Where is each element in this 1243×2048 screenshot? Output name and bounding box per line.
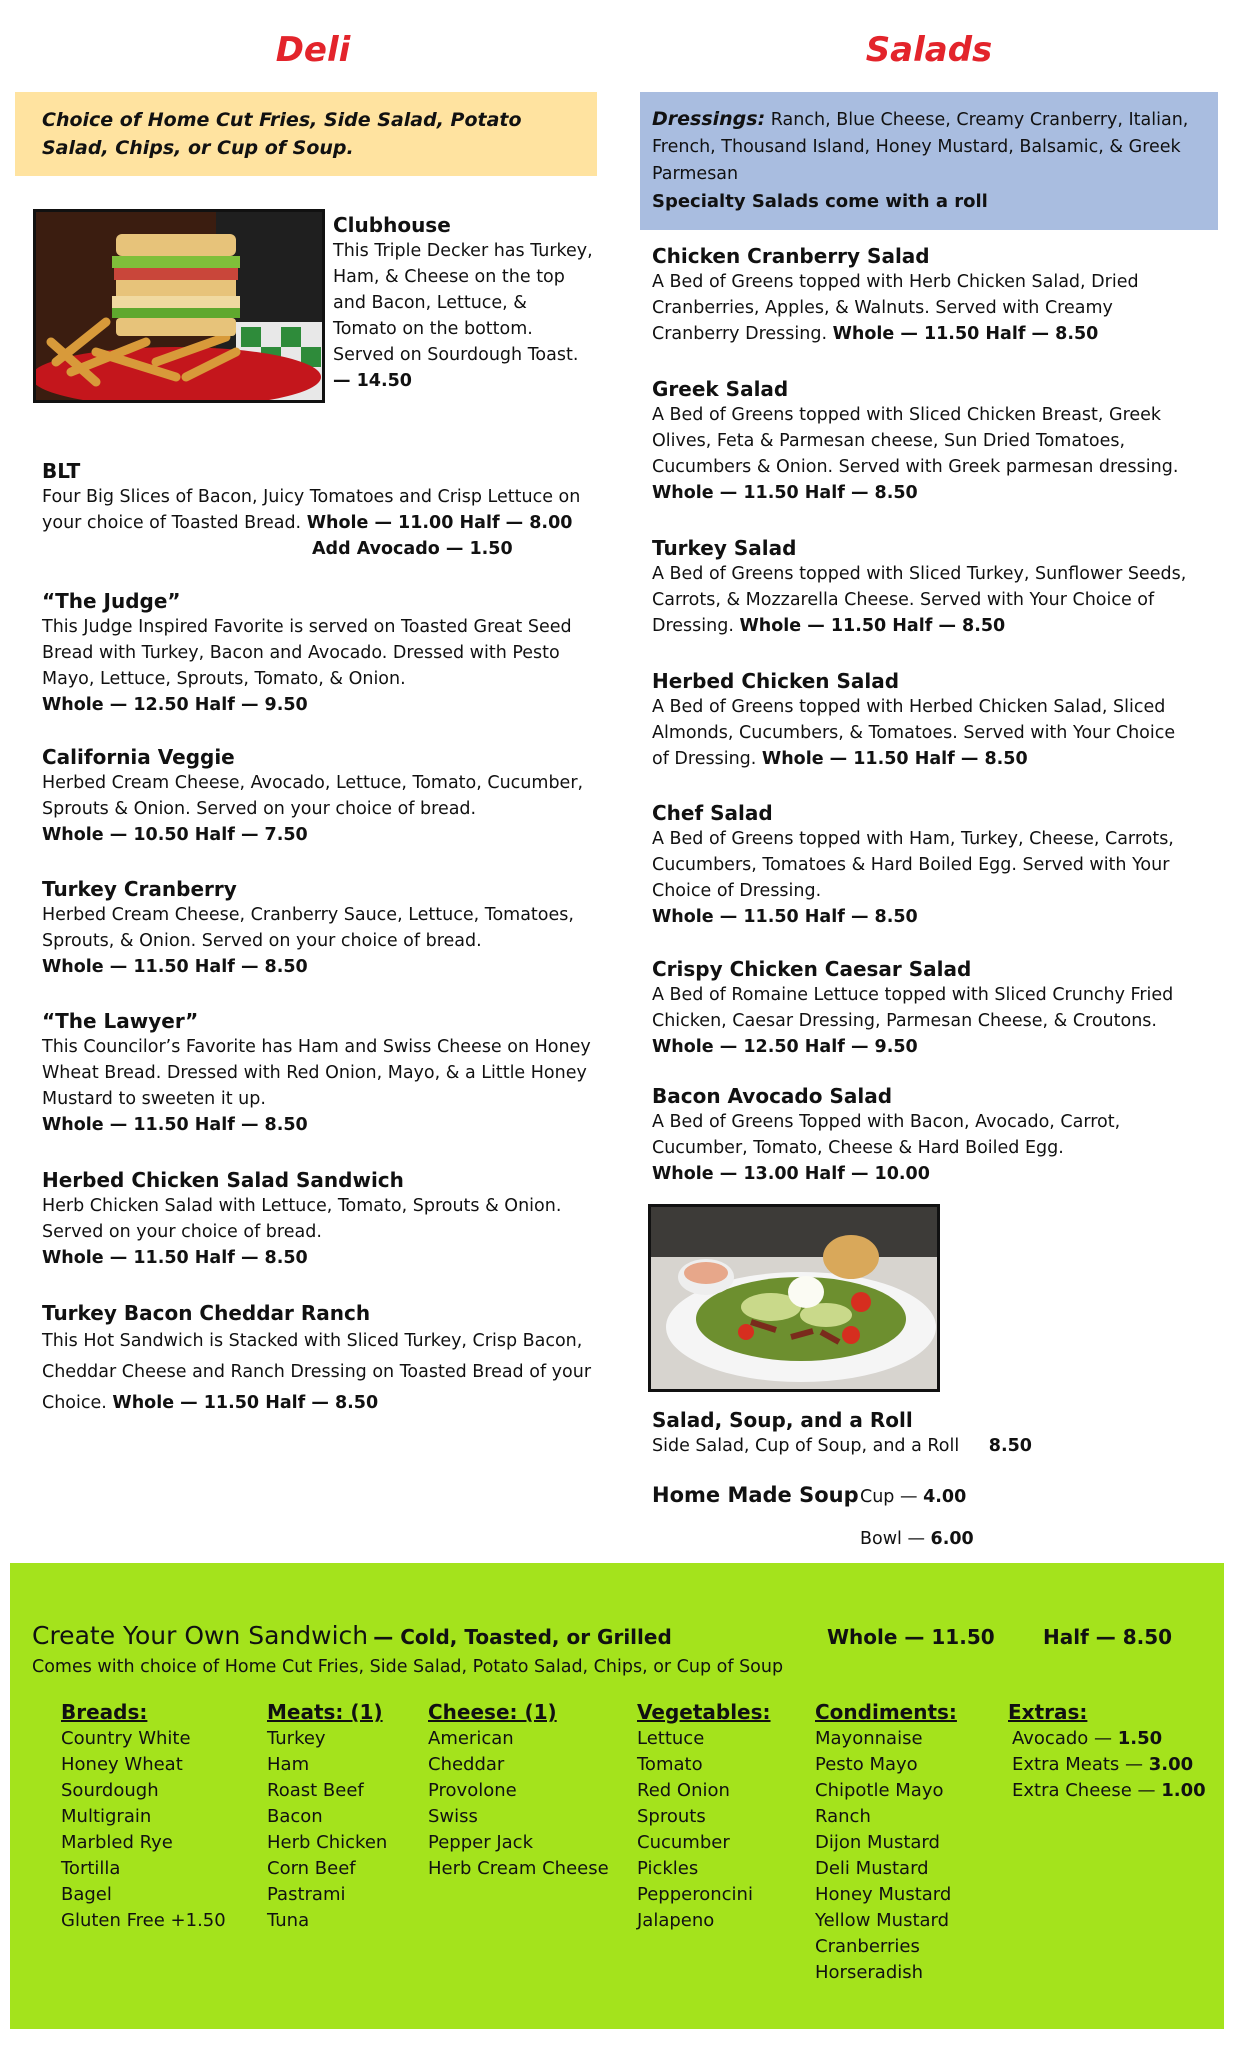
clubhouse-sandwich-photo	[33, 209, 325, 403]
turkey-bacon-cheddar-ranch-item	[42, 1300, 602, 1419]
item-description: Herbed Cream Cheese, Avocado, Lettuce, Tomato, Cucumber, Sprouts & Onion. Served on your choice of bread.	[42, 773, 584, 819]
soup-cup-label: Cup —	[860, 1487, 918, 1507]
item-name: Clubhouse	[333, 213, 451, 237]
list-item: Jalapeno	[637, 1910, 715, 1931]
item-description-text: Four Big Slices of Bacon, Juicy Tomatoes and Crisp Lettuce on your choice of Toasted Bread.	[42, 487, 581, 533]
list-item: Honey Mustard	[815, 1884, 952, 1905]
deli-sides-note: Choice of Home Cut Fries, Side Salad, Potato Salad, Chips, or Cup of Soup.	[42, 109, 522, 159]
breads-column	[61, 1699, 226, 1934]
item-price: Whole — 11.00 Half — 8.00	[306, 513, 573, 533]
column-list	[1008, 1726, 1206, 1804]
meats-column	[267, 1699, 387, 1934]
herbed-chicken-sandwich-item	[42, 1167, 602, 1271]
item-description-text: A Bed of Greens topped with Sliced Turkey, Sunflower Seeds, Carrots, & Mozzarella Cheese. Served with Your Choice of Dressing.	[652, 564, 1187, 636]
item-name: Herbed Chicken Salad	[652, 669, 900, 693]
salad-item	[652, 535, 1192, 639]
extra-price: 3.00	[1148, 1754, 1194, 1775]
item-name: Salad, Soup, and a Roll	[652, 1408, 913, 1432]
column-title: Meats: (1)	[267, 1700, 383, 1724]
column-title: Condiments:	[815, 1700, 957, 1724]
list-item: Cucumber	[637, 1832, 730, 1853]
item-name: “The Lawyer”	[42, 1009, 199, 1033]
item-description-text: A Bed of Greens topped with Herbed Chicken Salad, Sliced Almonds, Cucumbers, & Tomatoes. Served with Your Choice of Dressing.	[652, 697, 1176, 769]
dressings-text	[652, 106, 1208, 188]
item-description: This Councilor’s Favorite has Ham and Swiss Cheese on Honey Wheat Bread. Dressed with Red Onion, Mayo, & a Little Honey Mustard to sweeten it up.	[42, 1037, 591, 1109]
salad-item	[652, 668, 1192, 772]
item-price: Whole — 11.50 Half — 8.50	[112, 1393, 379, 1413]
salad-soup-roll-item	[652, 1407, 1192, 1459]
list-item: Ranch	[815, 1806, 871, 1827]
item-description: A Bed of Greens Topped with Bacon, Avocado, Carrot, Cucumber, Tomato, Cheese & Hard Boiled Egg.	[652, 1112, 1121, 1158]
salad-item	[652, 956, 1192, 1060]
salad-item	[652, 800, 1192, 930]
list-item: Pepperoncini	[637, 1884, 753, 1905]
item-description	[42, 1326, 602, 1419]
item-description	[652, 694, 1192, 772]
item-description	[652, 561, 1192, 639]
item-price: — 14.50	[333, 371, 412, 391]
list-item: Cheddar	[428, 1754, 505, 1775]
extra-price: 1.50	[1117, 1728, 1163, 1749]
dressings-list: Ranch, Blue Cheese, Creamy Cranberry, Italian, French, Thousand Island, Honey Mustard, Balsamic, & Greek Parmesan	[652, 110, 1189, 184]
list-item	[1012, 1752, 1206, 1778]
item-description	[652, 269, 1192, 347]
item-description: This Triple Decker has Turkey, Ham, & Cheese on the top and Bacon, Lettuce, & Tomato on the bottom. Served on Sourdough Toast.	[333, 241, 593, 365]
item-name: Chef Salad	[652, 801, 773, 825]
list-item: Tuna	[267, 1910, 310, 1931]
list-item: Turkey	[267, 1728, 326, 1749]
item-price: Whole — 11.50 Half — 8.50	[761, 749, 1028, 769]
list-item: Dijon Mustard	[815, 1832, 940, 1853]
deli-heading: Deli	[275, 30, 351, 70]
list-item: Tomato	[637, 1754, 703, 1775]
list-item: Herb Cream Cheese	[428, 1858, 609, 1879]
specialty-note: Specialty Salads come with a roll	[652, 191, 988, 212]
item-description: This Judge Inspired Favorite is served on Toasted Great Seed Bread with Turkey, Bacon and Avocado. Dressed with Pesto Mayo, Lettuce, Sprouts, Tomato, & Onion.	[42, 617, 572, 689]
item-name: Chicken Cranberry Salad	[652, 244, 930, 268]
list-item: Ham	[267, 1754, 310, 1775]
list-item: Chipotle Mayo	[815, 1780, 944, 1801]
item-name: “The Judge”	[42, 589, 181, 613]
column-list	[61, 1726, 226, 1934]
list-item: Cranberries	[815, 1936, 920, 1957]
item-price: Whole — 12.50 Half — 9.50	[42, 695, 308, 715]
cyo-title-line	[32, 1621, 672, 1650]
item-name: California Veggie	[42, 745, 235, 769]
cyo-subtitle: — Cold, Toasted, or Grilled	[373, 1625, 672, 1649]
item-description: A Bed of Romaine Lettuce topped with Sliced Crunchy Fried Chicken, Caesar Dressing, Parmesan Cheese, & Croutons.	[652, 985, 1174, 1031]
salad-item	[652, 243, 1192, 347]
turkey-cranberry-item	[42, 876, 602, 980]
item-price: Whole — 11.50 Half — 8.50	[42, 957, 308, 977]
salads-heading: Salads	[865, 30, 993, 70]
item-name: Greek Salad	[652, 377, 789, 401]
item-name: Turkey Bacon Cheddar Ranch	[42, 1301, 371, 1325]
home-made-soup-title: Home Made Soup	[652, 1483, 859, 1507]
column-title: Extras:	[1008, 1700, 1088, 1724]
salad-item	[652, 1083, 1192, 1187]
list-item: Swiss	[428, 1806, 478, 1827]
vegetables-column	[637, 1699, 771, 1934]
column-title: Vegetables:	[637, 1700, 771, 1724]
item-price: Whole — 11.50 Half — 8.50	[832, 324, 1099, 344]
list-item: Deli Mustard	[815, 1858, 929, 1879]
item-description: A Bed of Greens topped with Sliced Chicken Breast, Greek Olives, Feta & Parmesan cheese, Sun Dried Tomatoes, Cucumbers & Onion. Served with Greek parmesan dressing.	[652, 405, 1179, 477]
column-list	[428, 1726, 609, 1882]
list-item: Red Onion	[637, 1780, 730, 1801]
deli-sides-note-box	[15, 92, 597, 176]
list-item: Herb Chicken	[267, 1832, 388, 1853]
column-list	[815, 1726, 957, 1986]
item-description-text: A Bed of Greens topped with Herb Chicken Salad, Dried Cranberries, Apples, & Walnuts. Served with Creamy Cranberry Dressing.	[652, 272, 1139, 344]
list-item: Bacon	[267, 1806, 323, 1827]
list-item: Multigrain	[61, 1806, 152, 1827]
soup-cup-amount: 4.00	[923, 1487, 967, 1507]
cyo-half-price: Half — 8.50	[1043, 1625, 1173, 1649]
california-veggie-item	[42, 744, 602, 848]
salad-item	[652, 376, 1192, 506]
list-item: Pesto Mayo	[815, 1754, 918, 1775]
salad-illustration	[651, 1207, 937, 1389]
list-item: American	[428, 1728, 514, 1749]
extra-label: Avocado —	[1012, 1728, 1113, 1749]
column-title: Breads:	[61, 1700, 148, 1724]
create-your-own-box	[10, 1563, 1224, 2029]
item-name: Bacon Avocado Salad	[652, 1084, 893, 1108]
column-list	[267, 1726, 387, 1934]
clubhouse-item	[333, 212, 593, 394]
list-item: Pastrami	[267, 1884, 346, 1905]
item-price: Whole — 11.50 Half — 8.50	[42, 1248, 308, 1268]
item-description-text: Side Salad, Cup of Soup, and a Roll	[652, 1436, 960, 1456]
item-description: A Bed of Greens topped with Ham, Turkey, Cheese, Carrots, Cucumbers, Tomatoes & Hard Boiled Egg. Served with Your Choice of Dressing.	[652, 829, 1174, 901]
list-item: Honey Wheat	[61, 1754, 183, 1775]
salad-photo	[648, 1204, 940, 1392]
list-item: Pepper Jack	[428, 1832, 533, 1853]
list-item: Corn Beef	[267, 1858, 356, 1879]
item-price: Whole — 11.50 Half — 8.50	[42, 1115, 308, 1135]
the-judge-item	[42, 588, 602, 718]
item-description: Herbed Cream Cheese, Cranberry Sauce, Lettuce, Tomatoes, Sprouts, & Onion. Served on your choice of bread.	[42, 905, 574, 951]
dressings-box	[640, 92, 1218, 230]
list-item: Horseradish	[815, 1962, 924, 1983]
list-item: Yellow Mustard	[815, 1910, 950, 1931]
item-name: BLT	[42, 459, 81, 483]
extra-label: Extra Cheese —	[1012, 1780, 1156, 1801]
list-item: Bagel	[61, 1884, 112, 1905]
extra-label: Extra Meats —	[1012, 1754, 1144, 1775]
item-price: Whole — 10.50 Half — 7.50	[42, 825, 308, 845]
list-item	[1012, 1726, 1206, 1752]
list-item: Provolone	[428, 1780, 517, 1801]
list-item: Gluten Free +1.50	[61, 1910, 226, 1931]
extra-price: 1.00	[1161, 1780, 1206, 1801]
condiments-column	[815, 1699, 957, 1986]
cyo-whole-price: Whole — 11.50	[827, 1625, 995, 1649]
soup-bowl-amount: 6.00	[930, 1529, 974, 1549]
list-item	[1012, 1778, 1206, 1804]
item-name: Turkey Cranberry	[42, 877, 237, 901]
list-item: Roast Beef	[267, 1780, 364, 1801]
list-item: Country White	[61, 1728, 191, 1749]
soup-bowl-price	[860, 1526, 974, 1552]
item-name: Crispy Chicken Caesar Salad	[652, 957, 972, 981]
item-price: 8.50	[988, 1436, 1032, 1456]
item-price: Whole — 12.50 Half — 9.50	[652, 1037, 918, 1057]
item-price: Whole — 11.50 Half — 8.50	[652, 483, 918, 503]
dressings-label: Dressings:	[652, 108, 766, 130]
list-item: Sprouts	[637, 1806, 706, 1827]
item-price: Whole — 11.50 Half — 8.50	[652, 907, 918, 927]
list-item: Pickles	[637, 1858, 699, 1879]
cyo-sides-note: Comes with choice of Home Cut Fries, Side Salad, Potato Salad, Chips, or Cup of Soup	[32, 1657, 784, 1677]
soup-bowl-label: Bowl —	[860, 1529, 925, 1549]
list-item: Marbled Rye	[61, 1832, 173, 1853]
item-name: Turkey Salad	[652, 536, 797, 560]
item-addon: Add Avocado — 1.50	[312, 539, 513, 559]
column-title: Cheese: (1)	[428, 1700, 557, 1724]
column-list	[637, 1726, 771, 1934]
item-description: Herb Chicken Salad with Lettuce, Tomato, Sprouts & Onion. Served on your choice of bread.	[42, 1196, 562, 1242]
cheese-column	[428, 1699, 609, 1882]
item-description-text: This Hot Sandwich is Stacked with Sliced Turkey, Crisp Bacon, Cheddar Cheese and Ranch Dressing on Toasted Bread of your Choice.	[42, 1331, 592, 1413]
the-lawyer-item	[42, 1008, 602, 1138]
sandwich-illustration	[36, 212, 322, 400]
list-item: Lettuce	[637, 1728, 705, 1749]
soup-cup-price	[860, 1484, 966, 1510]
list-item: Sourdough	[61, 1780, 159, 1801]
extras-column	[1008, 1699, 1206, 1804]
blt-item	[42, 458, 602, 562]
item-price: Whole — 11.50 Half — 8.50	[739, 616, 1006, 636]
cyo-title: Create Your Own Sandwich	[32, 1621, 369, 1650]
list-item: Tortilla	[61, 1858, 121, 1879]
item-description	[42, 484, 602, 536]
item-name: Herbed Chicken Salad Sandwich	[42, 1168, 404, 1192]
list-item: Mayonnaise	[815, 1728, 923, 1749]
item-description	[652, 1433, 1192, 1459]
item-price: Whole — 13.00 Half — 10.00	[652, 1164, 930, 1184]
